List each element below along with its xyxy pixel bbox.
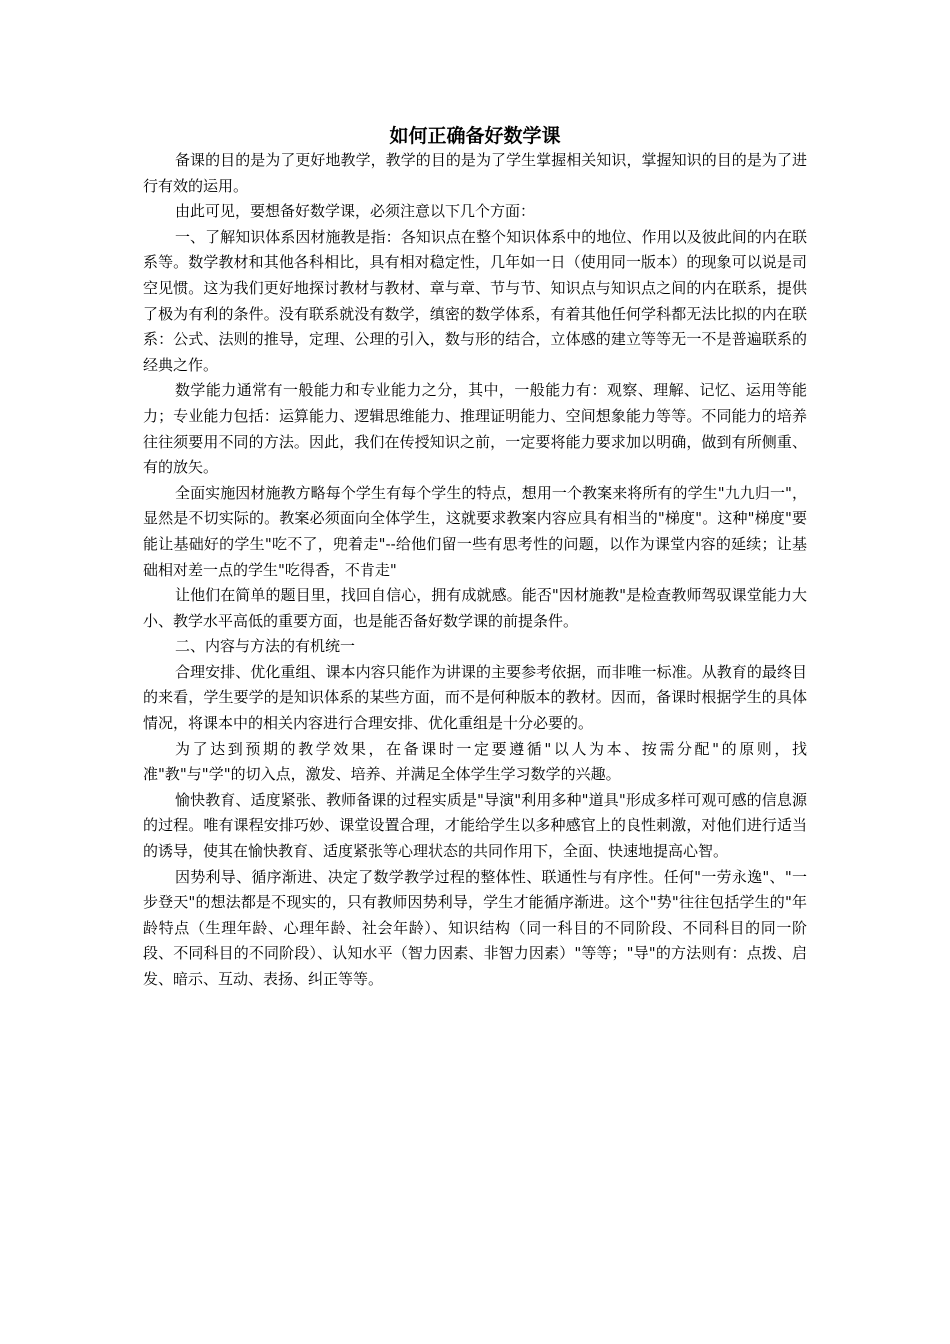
- section-heading-2: 二、内容与方法的有机统一: [175, 637, 356, 656]
- paragraph-9: 为了达到预期的教学效果，在备课时一定要遵循"以人为本、按需分配"的原则，找准"教"与"学"的切入点，激发、培养、并满足全体学生学习数学的兴趣。: [143, 739, 807, 784]
- paragraph-1: 备课的目的是为了更好地教学，教学的目的是为了学生掌握相关知识，掌握知识的目的是为了进行有效的运用。: [143, 151, 807, 195]
- paragraph-4: 数学能力通常有一般能力和专业能力之分，其中，一般能力有：观察、理解、记忆、运用等能力；专业能力包括：运算能力、逻辑思维能力、推理证明能力、空间想象能力等等。不同能力的培养往往须要用不同的方法。因此，我们在传授知识之前，一定要将能力要求加以明确，做到有所侧重、有的放矢。: [143, 381, 807, 477]
- document-title: 如何正确备好数学课: [389, 125, 561, 147]
- paragraph-5: 全面实施因材施教方略每个学生有每个学生的特点，想用一个教案来将所有的学生"九九归一"，显然是不切实际的。教案必须面向全体学生，这就要求教案内容应具有相当的"梯度"。这种"梯度"要能让基础好的学生"吃不了，兜着走"--给他们留一些有思考性的问题，以作为课堂内容的延续；让基础相对差一点的学生"吃得香，不肯走": [143, 483, 807, 579]
- paragraph-8: 合理安排、优化重组、课本内容只能作为讲课的主要参考依据，而非唯一标准。从教育的最终目的来看，学生要学的是知识体系的某些方面，而不是何种版本的教材。因而，备课时根据学生的具体情况，将课本中的相关内容进行合理安排、优化重组是十分必要的。: [143, 662, 807, 733]
- paragraph-11: 因势利导、循序渐进、决定了数学教学过程的整体性、联通性与有序性。任何"一劳永逸"、"一步登天"的想法都是不现实的，只有教师因势利导，学生才能循序渐进。这个"势"往往包括学生的"年龄特点（生理年龄、心理年龄、社会年龄）、知识结构（同一科目的不同阶段、不同科目的同一阶段、不同科目的不同阶段）、认知水平（智力因素、非智力因素）"等等；"导"的方法则有：点拨、启发、暗示、互动、表扬、纠正等等。: [143, 867, 807, 988]
- paragraph-3: 一、了解知识体系因材施教是指：各知识点在整个知识体系中的地位、作用以及彼此间的内在联系等。数学教材和其他各科相比，具有相对稳定性，几年如一日（使用同一版本）的现象可以说是司空见惯。这为我们更好地探讨教材与教材、章与章、节与节、知识点与知识点之间的内在联系，提供了极为有利的条件。没有联系就没有数学，缜密的数学体系，有着其他任何学科都无法比拟的内在联系：公式、法则的推导，定理、公理的引入，数与形的结合，立体感的建立等等无一不是普遍联系的经典之作。: [143, 227, 807, 374]
- document-page: [143, 124, 807, 993]
- paragraph-10: 愉快教育、适度紧张、教师备课的过程实质是"导演"利用多种"道具"形成多样可观可感的信息源的过程。唯有课程安排巧妙、课堂设置合理，才能给学生以多种感官上的良性刺激，对他们进行适当的诱导，使其在愉快教育、适度紧张等心理状态的共同作用下，全面、快速地提高心智。: [143, 790, 807, 861]
- paragraph-2: 由此可见，要想备好数学课，必须注意以下几个方面：: [175, 202, 536, 221]
- paragraph-6: 让他们在简单的题目里，找回自信心，拥有成就感。能否"因材施教"是检查教师驾驭课堂能力大小、教学水平高低的重要方面，也是能否备好数学课的前提条件。: [143, 586, 807, 630]
